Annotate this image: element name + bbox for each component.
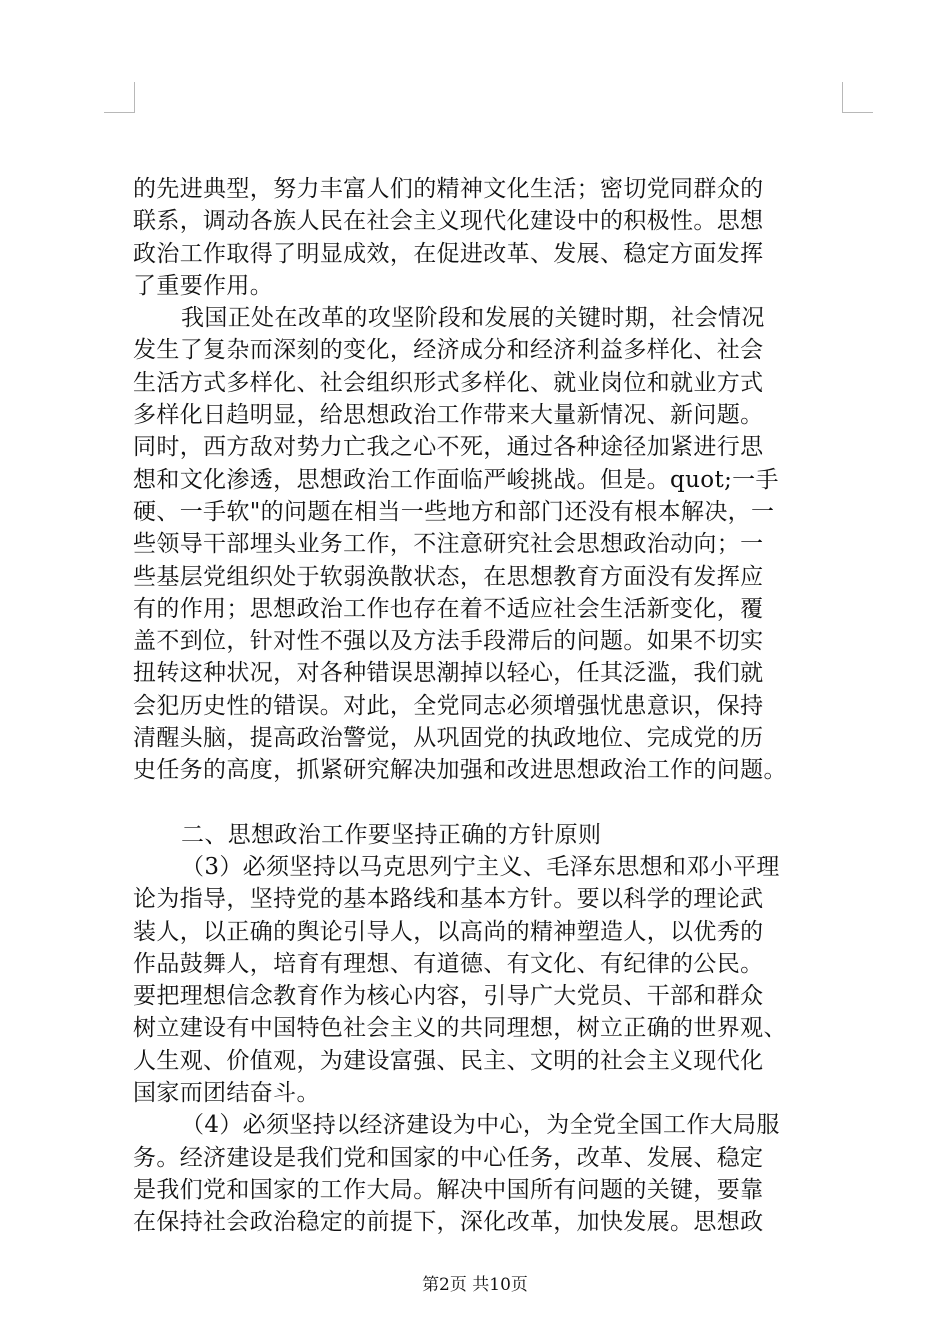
text-line: 是我们党和国家的工作大局。解决中国所有问题的关键，要靠 bbox=[133, 1176, 764, 1203]
text-line: 发生了复杂而深刻的变化，经济成分和经济利益多样化、社会 bbox=[133, 337, 764, 364]
top-left-crop-mark bbox=[104, 82, 135, 113]
text-line: 同时，西方敌对势力亡我之心不死，通过各种途径加紧进行思 bbox=[133, 434, 764, 461]
text-line: 生活方式多样化、社会组织形式多样化、就业岗位和就业方式 bbox=[133, 369, 764, 396]
text-line: 论为指导，坚持党的基本路线和基本方针。要以科学的理论武 bbox=[133, 886, 764, 913]
text-line: 作品鼓舞人，培育有理想、有道德、有文化、有纪律的公民。 bbox=[133, 950, 764, 977]
document-body bbox=[133, 173, 853, 1239]
section-heading: 二、思想政治工作要坚持正确的方针原则 bbox=[181, 821, 602, 848]
text-line: 清醒头脑，提高政治警觉，从巩固党的执政地位、完成党的历 bbox=[133, 725, 764, 752]
text-line: 盖不到位，针对性不强以及方法手段滞后的问题。如果不切实 bbox=[133, 628, 764, 655]
top-right-crop-mark bbox=[842, 82, 873, 113]
page-number-footer: 第2页 共10页 bbox=[422, 1275, 528, 1295]
text-line: 联系，调动各族人民在社会主义现代化建设中的积极性。思想 bbox=[133, 208, 764, 235]
text-line: 会犯历史性的错误。对此，全党同志必须增强忧患意识，保持 bbox=[133, 692, 764, 719]
text-line: 务。经济建设是我们党和国家的中心任务，改革、发展、稳定 bbox=[133, 1144, 764, 1171]
paragraph-4 bbox=[133, 1109, 853, 1238]
text-line: 多样化日趋明显，给思想政治工作带来大量新情况、新问题。 bbox=[133, 402, 764, 429]
text-line: 的先进典型，努力丰富人们的精神文化生活；密切党同群众的 bbox=[133, 176, 764, 202]
text-line: 政治工作取得了明显成效，在促进改革、发展、稳定方面发挥 bbox=[133, 240, 764, 267]
text-line: 扭转这种状况，对各种错误思潮掉以轻心，任其泛滥，我们就 bbox=[133, 660, 764, 687]
text-line: 树立建设有中国特色社会主义的共同理想，树立正确的世界观、 bbox=[133, 1015, 787, 1042]
text-line: 硬、一手软"的问题在相当一些地方和部门还没有根本解决，一 bbox=[133, 498, 775, 525]
section-spacer bbox=[133, 787, 853, 819]
text-line: （3）必须坚持以马克思列宁主义、毛泽东思想和邓小平理 bbox=[181, 853, 780, 880]
text-line: 我国正处在改革的攻坚阶段和发展的关键时期，社会情况 bbox=[181, 305, 765, 332]
text-line: 装人，以正确的舆论引导人，以高尚的精神塑造人，以优秀的 bbox=[133, 918, 764, 945]
text-line: 要把理想信念教育作为核心内容，引导广大党员、干部和群众 bbox=[133, 983, 764, 1010]
text-line: 了重要作用。 bbox=[133, 272, 274, 299]
text-line: 些领导干部埋头业务工作，不注意研究社会思想政治动向；一 bbox=[133, 531, 764, 558]
text-line: 国家而团结奋斗。 bbox=[133, 1080, 320, 1107]
text-line: 人生观、价值观，为建设富强、民主、文明的社会主义现代化 bbox=[133, 1047, 764, 1074]
text-line: 些基层党组织处于软弱涣散状态，在思想教育方面没有发挥应 bbox=[133, 563, 764, 590]
text-line: 史任务的高度，抓紧研究解决加强和改进思想政治工作的问题。 bbox=[133, 757, 787, 784]
paragraph-3 bbox=[133, 851, 853, 1109]
text-line: 想和文化渗透，思想政治工作面临严峻挑战。但是。quot;一手 bbox=[133, 466, 779, 493]
paragraph-1 bbox=[133, 173, 853, 302]
text-line: （4）必须坚持以经济建设为中心，为全党全国工作大局服 bbox=[181, 1112, 780, 1139]
text-line: 有的作用；思想政治工作也存在着不适应社会生活新变化，覆 bbox=[133, 595, 764, 622]
paragraph-2 bbox=[133, 302, 853, 786]
text-line: 在保持社会政治稳定的前提下，深化改革，加快发展。思想政 bbox=[133, 1209, 764, 1236]
